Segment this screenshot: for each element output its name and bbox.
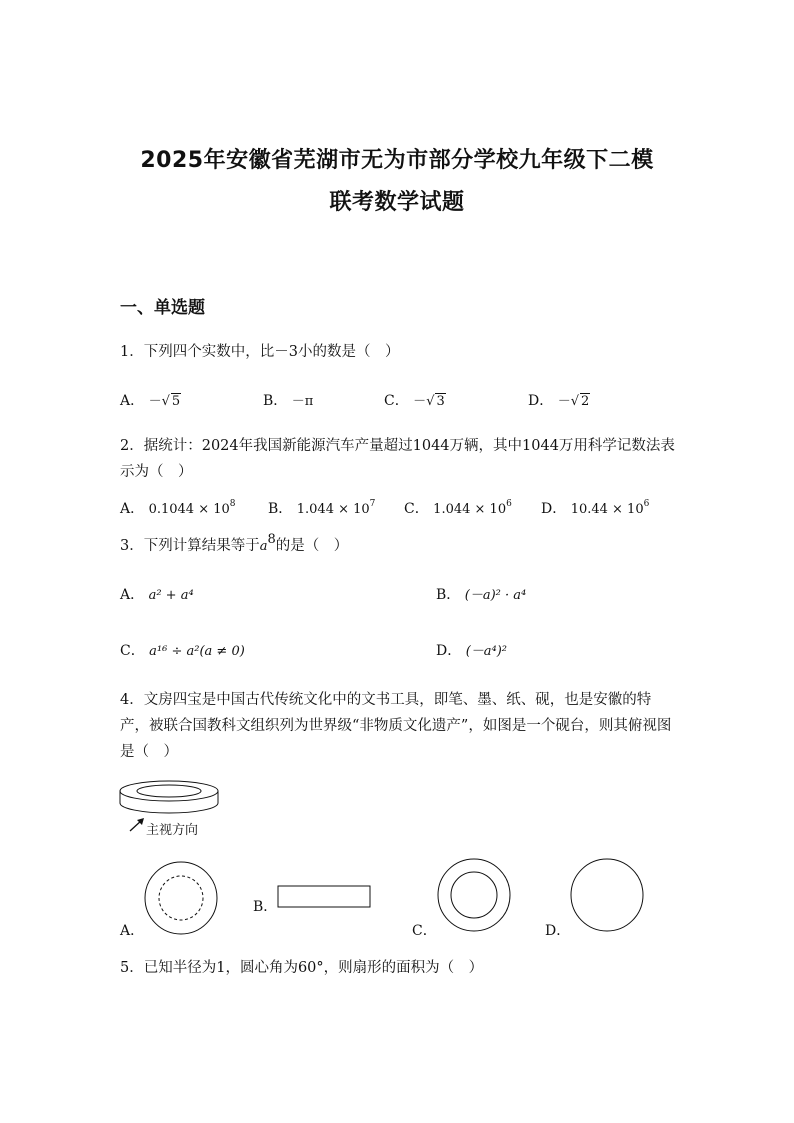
q3-option-c-label: C． xyxy=(120,643,145,659)
q4-option-d-label[interactable]: D． xyxy=(545,923,571,939)
q3-option-c-value: a¹⁶ ÷ a²(a ≠ 0) xyxy=(149,644,245,659)
q2-option-b-label: B． xyxy=(268,501,293,517)
q1-option-a-value: －√ 5 xyxy=(148,394,181,409)
q2-option-a-label: A． xyxy=(120,501,145,517)
q2-option-d[interactable] xyxy=(541,498,649,518)
q1-option-d-value: －√ 2 xyxy=(557,394,590,409)
q2-option-b[interactable] xyxy=(268,498,375,518)
question-3-stem: 3．下列计算结果等于$a^8$的是（ ） xyxy=(120,532,349,554)
q4-option-a-figure[interactable] xyxy=(143,860,219,936)
q4-option-b-figure[interactable] xyxy=(277,885,372,909)
view-direction-arrow-icon xyxy=(128,817,146,833)
section-heading: 一、单选题 xyxy=(120,298,205,318)
q3-option-a-value: a² + a⁴ xyxy=(148,588,194,603)
question-4-stem: 4．文房四宝是中国古代传统文化中的文书工具，即笔、墨、纸、砚，也是安徽的特产，被联合国教科文组织列为世界级“非物质文化遗产”，如图是一个砚台，则其俯视图是（ ） xyxy=(120,692,672,760)
q3-option-a-label: A． xyxy=(120,587,145,603)
q2-option-d-label: D． xyxy=(541,501,567,517)
question-1-stem: 1．下列四个实数中，比－3小的数是（ ） xyxy=(120,344,400,360)
page-title-line-1: 2025年安徽省芜湖市无为市部分学校九年级下二模 xyxy=(140,148,654,173)
q1-option-d-label: D． xyxy=(528,393,554,409)
q2-option-c[interactable] xyxy=(404,498,512,518)
page-title-line-2: 联考数学试题 xyxy=(329,190,465,215)
q3-option-c[interactable] xyxy=(120,640,245,660)
q3-option-a[interactable] xyxy=(120,584,194,604)
q2-option-a-value: $0.1044 \times 10^8$ xyxy=(148,499,236,517)
q1-option-a-label: A． xyxy=(120,393,145,409)
q3-option-b-value: (－a)² · a⁴ xyxy=(464,588,527,603)
q1-option-d[interactable] xyxy=(528,390,590,410)
view-direction-label: 主视方向 xyxy=(146,823,199,838)
q3-option-d-label: D． xyxy=(436,643,462,659)
q3-option-b[interactable] xyxy=(436,584,526,604)
q4-option-b-label[interactable]: B． xyxy=(253,899,278,915)
q1-option-b-label: B． xyxy=(263,393,288,409)
q3-option-d-value: (－a⁴)² xyxy=(465,644,508,659)
q2-option-c-label: C． xyxy=(404,501,429,517)
q4-option-c-figure[interactable] xyxy=(436,857,512,933)
q1-option-c[interactable] xyxy=(384,390,446,410)
question-2-stem: 2．据统计：2024年我国新能源汽车产量超过1044万辆，其中1044万用科学记数法表示为（ ） xyxy=(120,438,675,480)
q2-option-a[interactable] xyxy=(120,498,236,518)
q1-option-a[interactable] xyxy=(120,390,181,410)
q1-option-b-value: －π xyxy=(291,394,314,409)
q2-option-c-value: $1.044 \times 10^6$ xyxy=(433,499,512,517)
q1-option-b[interactable] xyxy=(263,390,313,410)
q2-option-b-value: $1.044 \times 10^7$ xyxy=(296,499,376,517)
q4-option-c-label[interactable]: C． xyxy=(412,923,437,939)
q4-option-a-label[interactable]: A． xyxy=(120,923,145,939)
q2-option-d-value: $10.44 \times 10^6$ xyxy=(570,499,650,517)
inkstone-figure xyxy=(117,775,222,820)
q4-option-d-figure[interactable] xyxy=(569,857,645,933)
question-5-stem: 5．已知半径为1，圆心角为60°，则扇形的面积为（ ） xyxy=(120,960,484,976)
q3-option-d[interactable] xyxy=(436,640,507,660)
q1-option-c-value: －√ 3 xyxy=(413,394,445,409)
q3-option-b-label: B． xyxy=(436,587,461,603)
q1-option-c-label: C． xyxy=(384,393,409,409)
